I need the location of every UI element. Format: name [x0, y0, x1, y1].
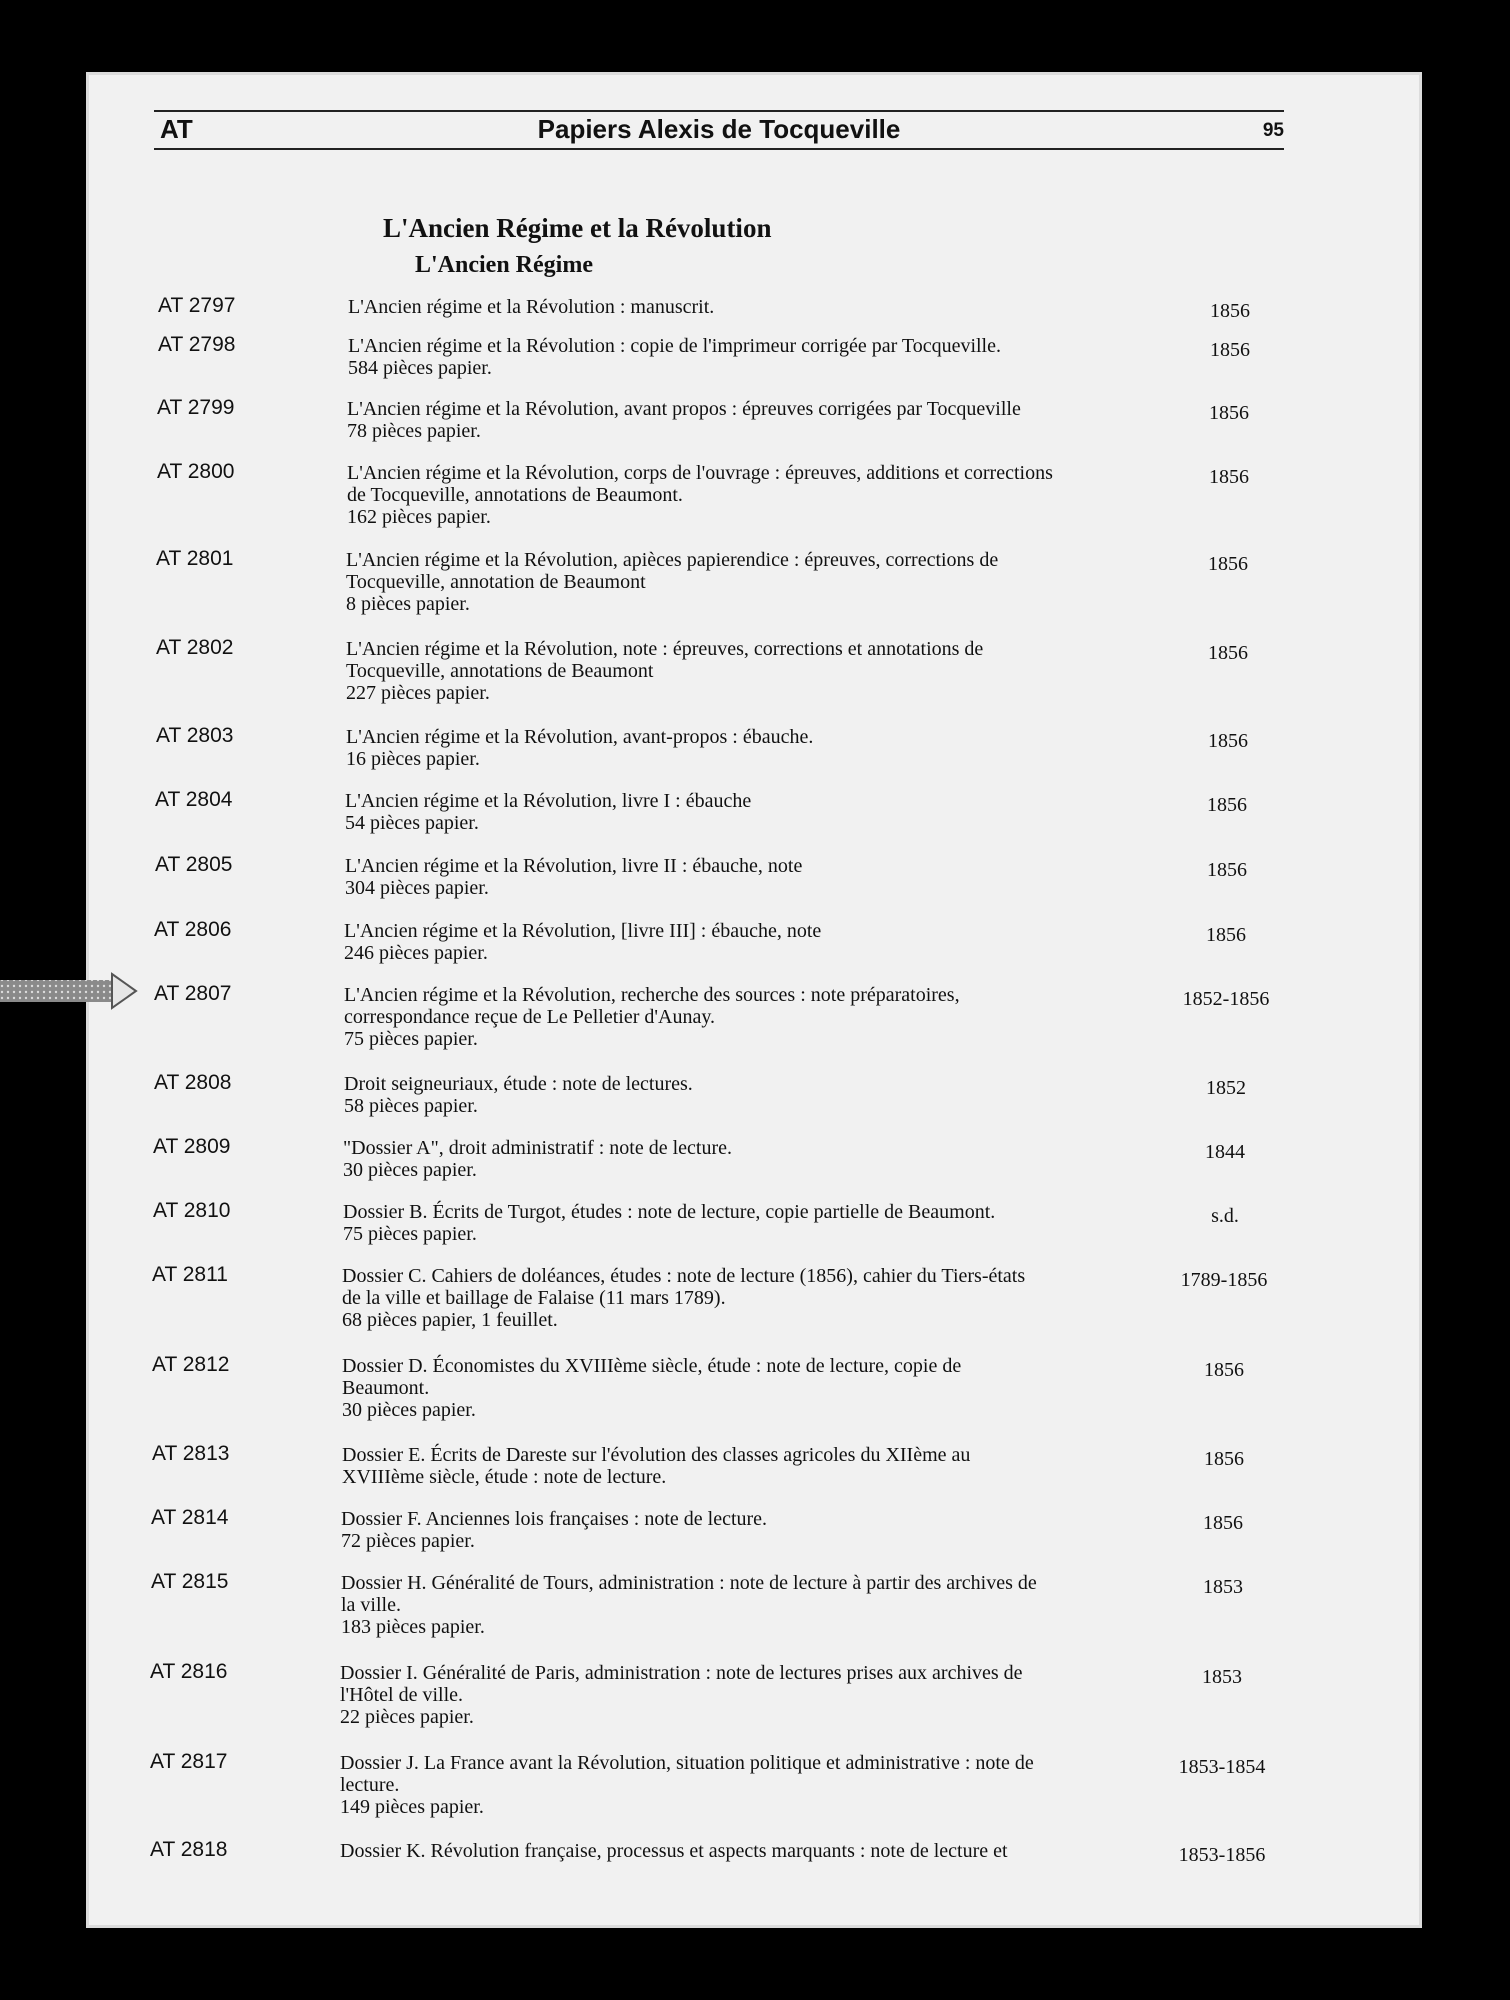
entry-description-line: lecture. [340, 1774, 400, 1796]
entry-code: AT 2807 [154, 982, 232, 1005]
entry-date: 1852-1856 [1182, 988, 1270, 1010]
entry-date: 1789-1856 [1180, 1269, 1268, 1291]
entry-description-line: 75 pièces papier. [344, 1028, 478, 1050]
entry-description-line: l'Hôtel de ville. [340, 1684, 464, 1706]
entry-code: AT 2815 [151, 1570, 229, 1593]
entry-description-line: 68 pièces papier, 1 feuillet. [342, 1309, 558, 1331]
entry-code: AT 2811 [152, 1263, 228, 1286]
entry-description-line: Dossier D. Économistes du XVIIIème siècle, étude : note de lecture, copie de [342, 1355, 962, 1377]
entry-date: 1853 [1202, 1666, 1242, 1688]
entry-code: AT 2817 [150, 1750, 228, 1773]
entry-description-line: la ville. [341, 1594, 401, 1616]
entry-description-line: 78 pièces papier. [347, 420, 481, 442]
entry-description [346, 549, 1146, 615]
entry-description-line: 22 pièces papier. [340, 1706, 474, 1728]
entry-description [343, 1137, 1143, 1181]
entry-description-line: 227 pièces papier. [346, 682, 490, 704]
entry-code: AT 2800 [157, 460, 235, 483]
entry-date: 1853-1856 [1178, 1844, 1266, 1866]
entry-description [341, 1572, 1141, 1638]
entry-description [344, 920, 1144, 964]
entry-description-line: Tocqueville, annotations de Beaumont [346, 660, 654, 682]
entry-description-line: 162 pièces papier. [347, 506, 491, 528]
entry-code: AT 2814 [151, 1506, 229, 1529]
entry-code: AT 2816 [150, 1660, 228, 1683]
entry-code: AT 2812 [152, 1353, 230, 1376]
entry-description-line: L'Ancien régime et la Révolution, avant propos : épreuves corrigées par Tocqueville [347, 398, 1021, 420]
entry-code: AT 2805 [155, 853, 233, 876]
entry-date: 1856 [1209, 402, 1249, 424]
entry-description-line: de la ville et baillage de Falaise (11 mars 1789). [342, 1287, 726, 1309]
entry-description [340, 1840, 1140, 1862]
entry-description-line: 58 pièces papier. [344, 1095, 478, 1117]
entry-description-line: 8 pièces papier. [346, 593, 470, 615]
entry-description-line: 75 pièces papier. [343, 1223, 477, 1245]
entry-date: 1856 [1207, 794, 1247, 816]
entry-description [344, 984, 1144, 1050]
entry-date: 1853-1854 [1178, 1756, 1266, 1778]
entry-description-line: 54 pièces papier. [345, 812, 479, 834]
entry-description [342, 1355, 1142, 1421]
page-header [154, 110, 1284, 150]
entry-description-line: 183 pièces papier. [341, 1616, 485, 1638]
entry-code: AT 2797 [158, 294, 236, 317]
entry-description-line: 304 pièces papier. [345, 877, 489, 899]
entry-description [342, 1444, 1142, 1488]
entry-description-line: Dossier J. La France avant la Révolution, situation politique et administrative : note de [340, 1752, 1034, 1774]
entry-date: 1856 [1208, 730, 1248, 752]
entry-description-line: L'Ancien régime et la Révolution, note : épreuves, corrections et annotations de [346, 638, 984, 660]
entry-description-line: L'Ancien régime et la Révolution : manuscrit. [348, 296, 715, 318]
entry-description-line: L'Ancien régime et la Révolution, livre II : ébauche, note [345, 855, 803, 877]
entry-description-line: Dossier E. Écrits de Dareste sur l'évolution des classes agricoles du XIIème au [342, 1444, 971, 1466]
entry-description-line: Dossier F. Anciennes lois françaises : note de lecture. [341, 1508, 768, 1530]
entry-code: AT 2801 [156, 547, 234, 570]
entry-description-line: L'Ancien régime et la Révolution, apièces papierendice : épreuves, corrections de [346, 549, 999, 571]
entry-description-line: correspondance reçue de Le Pelletier d'Aunay. [344, 1006, 716, 1028]
entry-date: 1856 [1206, 924, 1246, 946]
entry-code: AT 2799 [157, 396, 235, 419]
entry-description-line: Dossier B. Écrits de Turgot, études : note de lecture, copie partielle de Beaumont. [343, 1201, 996, 1223]
entry-description-line: Dossier H. Généralité de Tours, administration : note de lecture à partir des archives de [341, 1572, 1037, 1594]
entry-description-line: 149 pièces papier. [340, 1796, 484, 1818]
header-title: Papiers Alexis de Tocqueville [537, 114, 901, 144]
entry-description-line: L'Ancien régime et la Révolution, livre I : ébauche [345, 790, 752, 812]
entry-description-line: L'Ancien régime et la Révolution : copie de l'imprimeur corrigée par Tocqueville. [348, 335, 1001, 357]
entry-description [348, 296, 1148, 318]
entry-description [342, 1265, 1142, 1331]
entry-description-line: XVIIIème siècle, étude : note de lecture. [342, 1466, 667, 1488]
entry-description-line: L'Ancien régime et la Révolution, avant-propos : ébauche. [346, 726, 814, 748]
entry-description [347, 462, 1147, 528]
entry-code: AT 2803 [156, 724, 234, 747]
entry-description [343, 1201, 1143, 1245]
entry-code: AT 2804 [155, 788, 233, 811]
entry-description [340, 1752, 1140, 1818]
entry-date: 1856 [1204, 1359, 1244, 1381]
entry-code: AT 2813 [152, 1442, 230, 1465]
entry-description [348, 335, 1148, 379]
section-title: L'Ancien Régime et la Révolution [383, 213, 772, 243]
entry-description-line: Droit seigneuriaux, étude : note de lectures. [344, 1073, 693, 1095]
entry-description-line: L'Ancien régime et la Révolution, recherche des sources : note préparatoires, [344, 984, 960, 1006]
entry-description-line: 72 pièces papier. [341, 1530, 475, 1552]
entry-description-line: L'Ancien régime et la Révolution, [livre III] : ébauche, note [344, 920, 822, 942]
entry-description [340, 1662, 1140, 1728]
entry-description [346, 726, 1146, 770]
entry-description-line: 16 pièces papier. [346, 748, 480, 770]
entry-date: 1856 [1210, 300, 1250, 322]
entry-date: 1853 [1203, 1576, 1243, 1598]
entry-description [346, 638, 1146, 704]
entry-description-line: Beaumont. [342, 1377, 430, 1399]
entry-code: AT 2802 [156, 636, 234, 659]
entry-date: 1856 [1204, 1448, 1244, 1470]
entry-description-line: Dossier K. Révolution française, processus et aspects marquants : note de lecture et [340, 1840, 1008, 1862]
header-code: AT [160, 114, 193, 144]
entry-date: 1856 [1210, 339, 1250, 361]
entry-date: 1856 [1207, 859, 1247, 881]
entry-description [345, 790, 1145, 834]
entry-description [344, 1073, 1144, 1117]
entry-code: AT 2809 [153, 1135, 231, 1158]
entry-description-line: de Tocqueville, annotations de Beaumont. [347, 484, 683, 506]
entry-date: 1856 [1208, 553, 1248, 575]
entry-code: AT 2810 [153, 1199, 231, 1222]
entry-description-line: Tocqueville, annotation de Beaumont [346, 571, 646, 593]
entry-date: s.d. [1211, 1205, 1239, 1227]
entry-description [341, 1508, 1141, 1552]
entry-date: 1852 [1206, 1077, 1246, 1099]
entry-code: AT 2798 [158, 333, 236, 356]
entry-description-line: Dossier I. Généralité de Paris, administration : note de lectures prises aux archives de [340, 1662, 1023, 1684]
entry-date: 1856 [1203, 1512, 1243, 1534]
entry-code: AT 2808 [154, 1071, 232, 1094]
subsection-title: L'Ancien Régime [415, 252, 593, 278]
entry-code: AT 2818 [150, 1838, 228, 1861]
pointer-arrow-icon [0, 972, 140, 1012]
entry-description [345, 855, 1145, 899]
entry-description [347, 398, 1147, 442]
entry-date: 1856 [1208, 642, 1248, 664]
entry-description-line: 30 pièces papier. [343, 1159, 477, 1181]
entry-date: 1856 [1209, 466, 1249, 488]
entry-description-line: L'Ancien régime et la Révolution, corps de l'ouvrage : épreuves, additions et corrections [347, 462, 1053, 484]
entry-description-line: 30 pièces papier. [342, 1399, 476, 1421]
entry-description-line: Dossier C. Cahiers de doléances, études : note de lecture (1856), cahier du Tiers-états [342, 1265, 1026, 1287]
entry-code: AT 2806 [154, 918, 232, 941]
entry-description-line: 584 pièces papier. [348, 357, 492, 379]
entry-date: 1844 [1205, 1141, 1245, 1163]
page-number: 95 [1262, 120, 1284, 141]
entry-description-line: "Dossier A", droit administratif : note de lecture. [343, 1137, 733, 1159]
entry-description-line: 246 pièces papier. [344, 942, 488, 964]
